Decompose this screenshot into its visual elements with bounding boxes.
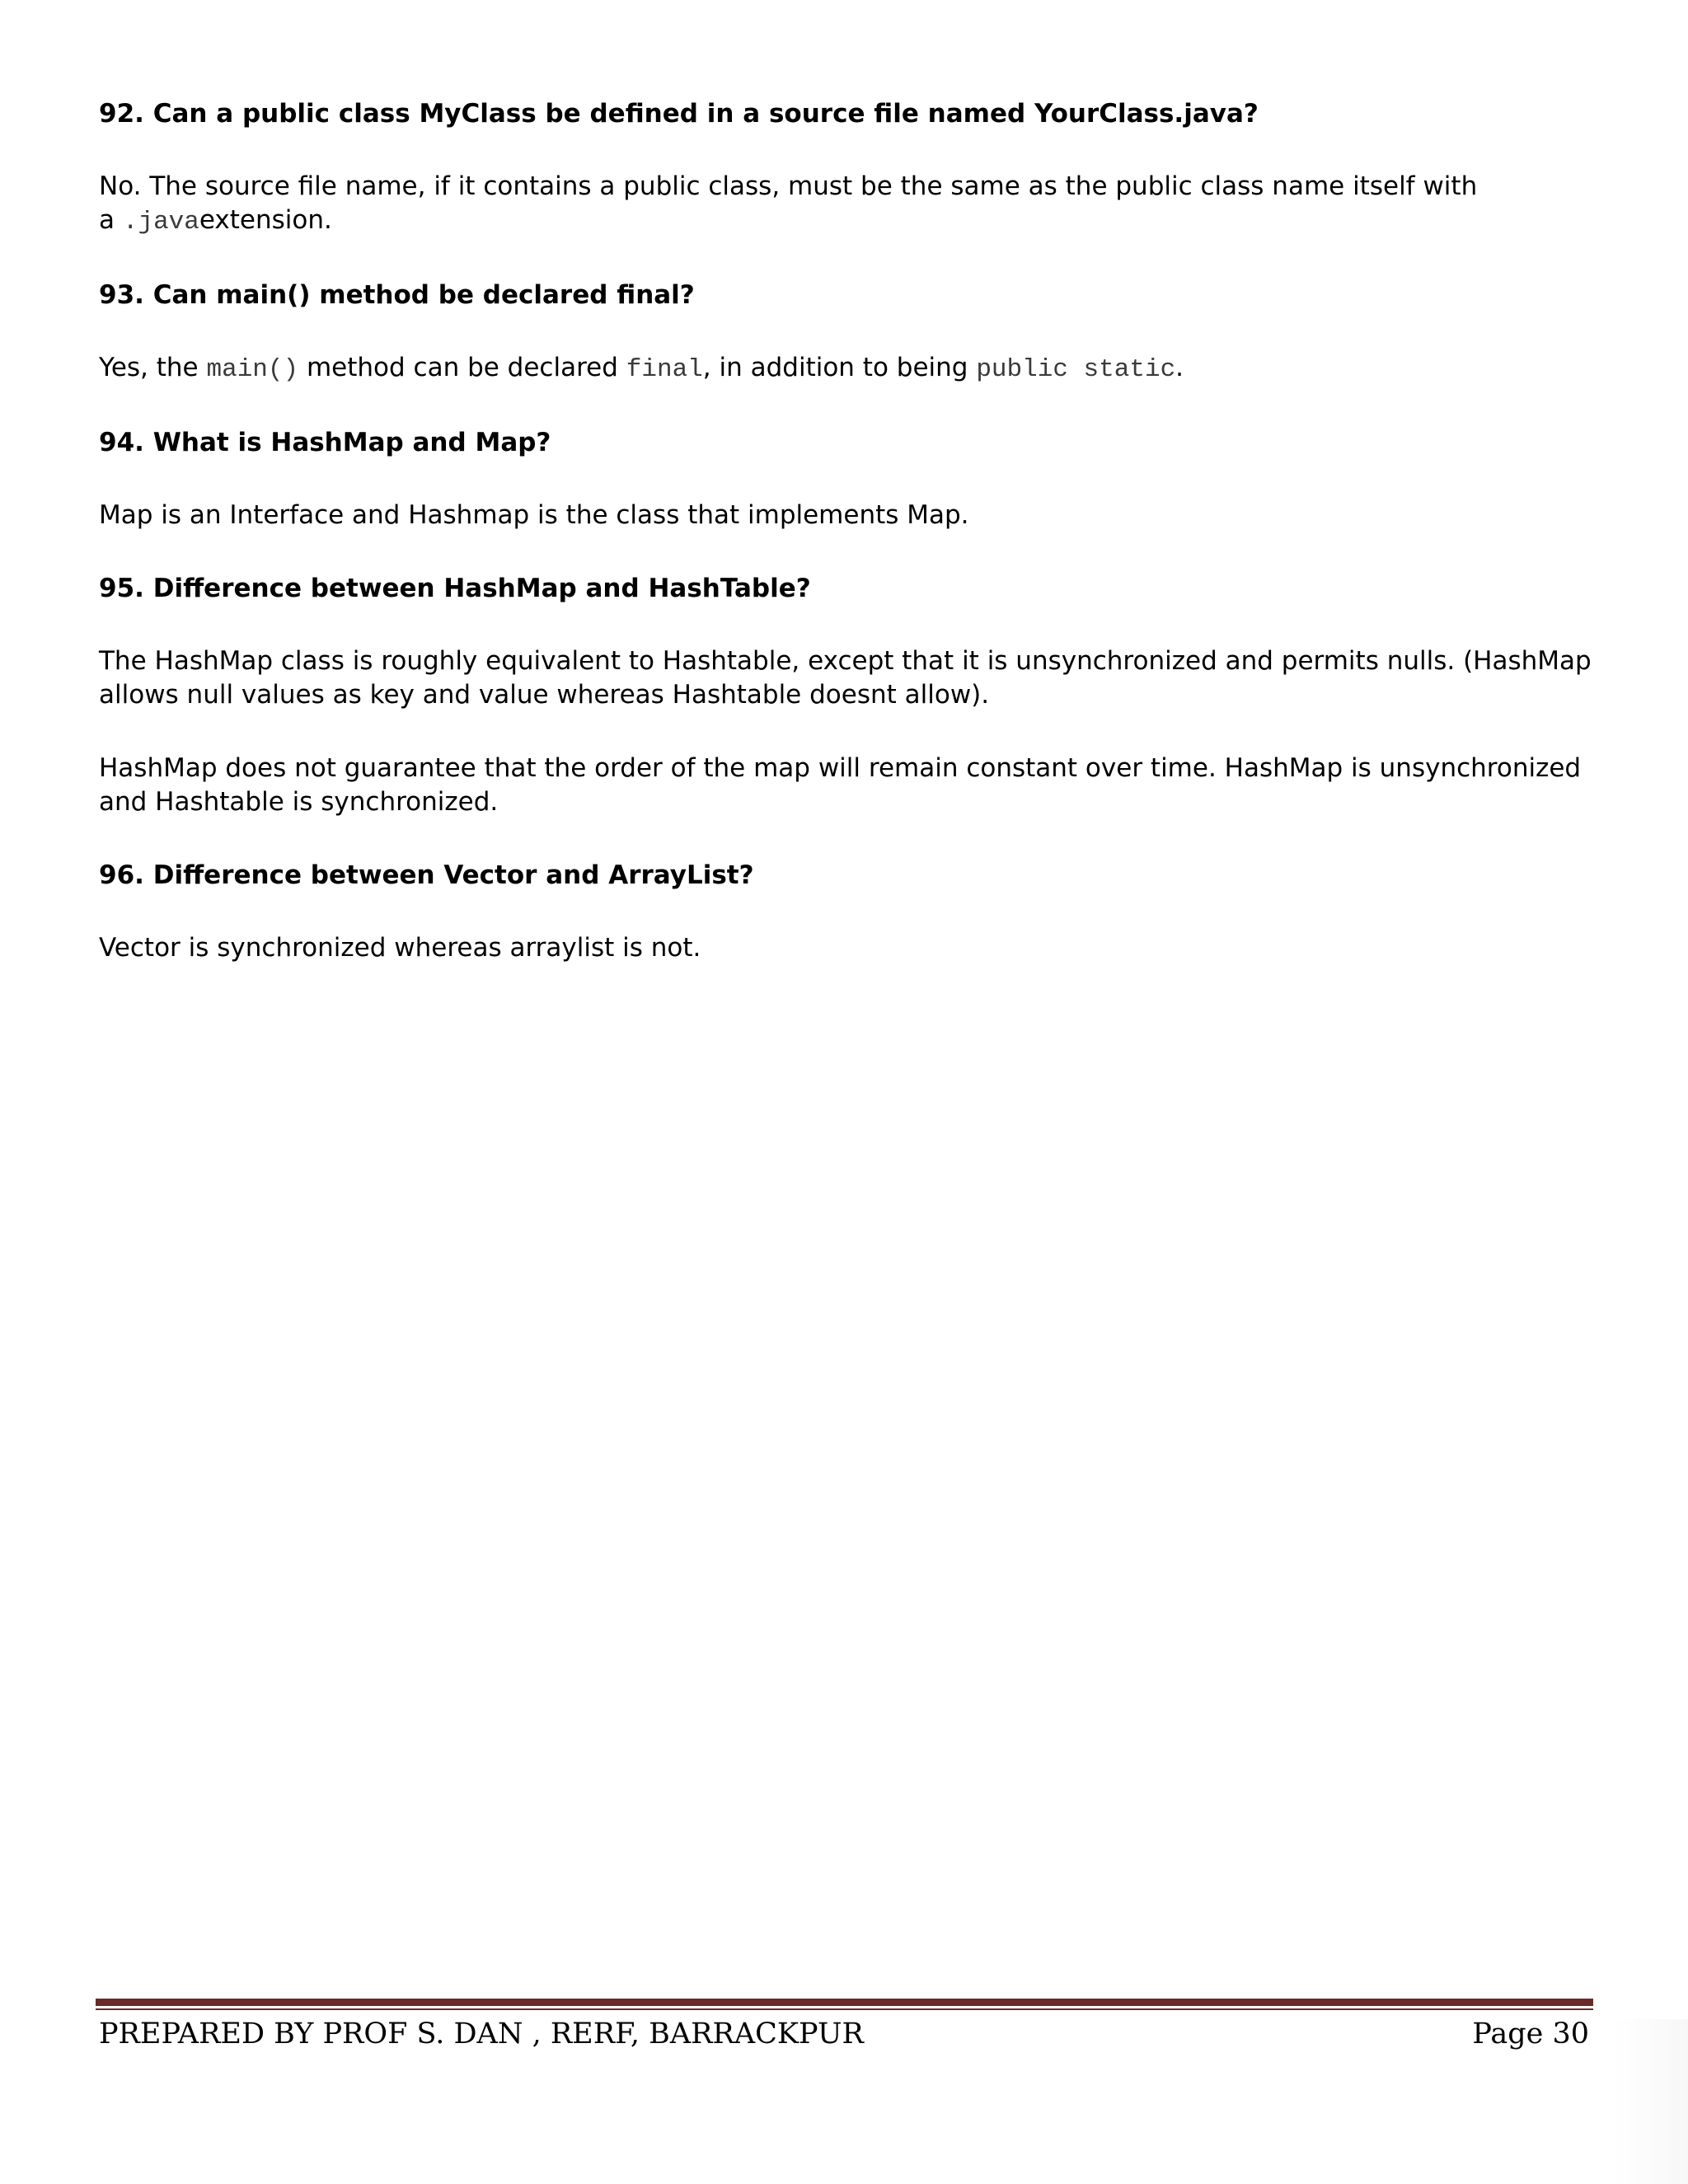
footer-page-number: Page 30 [1472,2018,1589,2050]
answer-93-code-public-static: public static [976,355,1176,384]
question-93-heading: 93. Can main() method be declared final? [99,280,695,310]
page-edge-shadow [1614,2019,1688,2184]
question-92-heading: 92. Can a public class MyClass be defined in a source file named YourClass.java? [99,99,1259,129]
answer-92-code-java: .java [122,208,199,237]
document-body [99,97,1599,1005]
answer-95-paragraph-2: HashMap does not guarantee that the order of the map will remain constant over time. HashMap is unsynchronized and Hashtable is synchronized. [99,753,1582,817]
question-95-heading: 95. Difference between HashMap and HashTable? [99,574,811,603]
answer-93-text-4: . [1175,353,1184,382]
answer-93-code-final: final [626,355,703,384]
answer-96: Vector is synchronized whereas arraylist is not. [99,933,701,963]
answer-93-text-2: method can be declared [298,353,626,382]
footer-rule-thick [96,1999,1593,2006]
answer-94: Map is an Interface and Hashmap is the class that implements Map. [99,500,969,530]
question-94-heading: 94. What is HashMap and Map? [99,428,551,457]
answer-92-line-1: No. The source file name, if it contains a public class, must be the same as the public class name itself with [99,171,1478,201]
answer-92 [99,170,1599,239]
answer-93-text-1: Yes, the [99,353,207,382]
footer-rule-thin [96,2008,1593,2010]
answer-92-text-b: extension. [199,205,332,235]
answer-95-paragraph-1: The HashMap class is roughly equivalent to Hashtable, except that it is unsynchronized and permits nulls. (HashMap allows null values as key and value whereas Hashtable doesnt allow). [99,646,1592,710]
question-96-heading: 96. Difference between Vector and ArrayList? [99,860,754,890]
answer-93-code-main: main() [206,355,299,384]
answer-93-text-3: , in addition to being [702,353,977,382]
footer-author: PREPARED BY PROF S. DAN , RERF, BARRACKPUR [99,2018,864,2050]
answer-93 [99,351,1599,387]
answer-92-text-a: a [99,205,123,235]
